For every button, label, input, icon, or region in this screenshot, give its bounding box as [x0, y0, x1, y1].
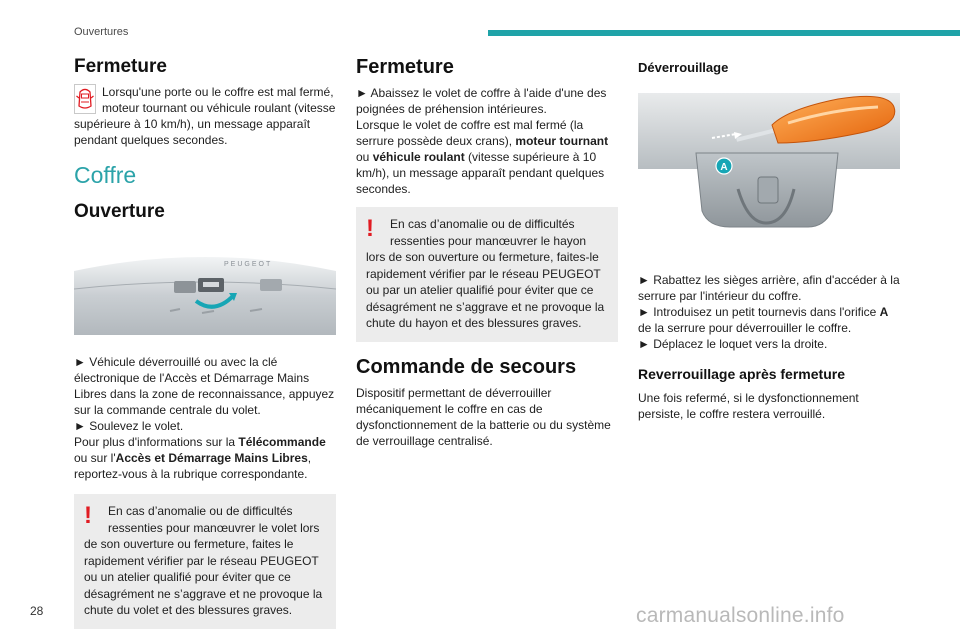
heading-deverrouillage: Déverrouillage: [638, 60, 729, 75]
deverrouillage-step-3: ► Déplacez le loquet vers la droite.: [638, 337, 828, 351]
warning-box-hayon: ! En cas d’anomalie ou de difficultés ressenties pour manœuvrer le hayon lors de son ouverture ou fermeture, faites-le rapidement vérifier par le réseau PEUGEOT ou par un atelier qualifié pour éviter que ce désagrément ne s’aggrave et ne provoque la chute du hayon et des blessures graves.: [356, 207, 618, 342]
deverrouillage-step-1: ► Rabattez les sièges arrière, afin d'accéder à la serrure par l'intérieur du coffre.: [638, 273, 900, 303]
tailgate-handle-illustration: [74, 249, 336, 335]
fermeture-step-1: ► Abaissez le volet de coffre à l'aide d'une des poignées de préhension intérieures.: [356, 86, 607, 116]
warning-exclamation-icon: !: [366, 215, 374, 242]
link-telecommande: Télécommande: [238, 435, 326, 449]
section-header: Ouvertures: [74, 26, 129, 38]
fermeture-paragraph: Lorsqu'une porte ou le coffre est mal fermé, moteur tournant ou véhicule roulant (vitesse supérieure à 10 km/h), un message apparaît pendant quelques secondes.: [74, 85, 336, 147]
warning-exclamation-icon: !: [84, 502, 92, 529]
heading-reverrouillage: Reverrouillage après fermeture: [638, 366, 845, 382]
deverrouillage-step-2: ► Introduisez un petit tournevis dans l'orifice A de la serrure pour déverrouiller le coffre.: [638, 305, 889, 335]
heading-commande-secours: Commande de secours: [356, 355, 577, 378]
heading-ouverture: Ouverture: [74, 201, 165, 222]
lock-screwdriver-illustration: [638, 93, 900, 231]
column-left: [74, 56, 336, 629]
warning-box-volet: ! En cas d’anomalie ou de difficultés ressenties pour manœuvrer le volet lors de son ouverture ou fermeture, faites le rapidement vérifier par le réseau PEUGEOT ou un atelier qualifié pour éviter que ce désagrément ne s’aggrave et ne provoque la chute du volet et des blessures graves.: [74, 494, 336, 629]
label-a-badge: A: [720, 162, 728, 173]
fermeture-info: Lorsque le volet de coffre est mal fermé (la serrure possède deux crans), moteur tournant ou véhicule roulant (vitesse supérieure à 10 km/h), un message apparaît pendant quelques secondes.: [356, 118, 609, 196]
ouverture-step-1: ► Véhicule déverrouillé ou avec la clé électronique de l'Accès et Démarrage Mains Libres dans la zone de reconnaissance, appuyez sur la commande centrale du volet.: [74, 355, 335, 417]
heading-fermeture: Fermeture: [74, 56, 167, 77]
ouverture-step-2: ► Soulevez le volet.: [74, 419, 184, 433]
reverrouillage-paragraph: Une fois refermé, si le dysfonctionnement persiste, le coffre restera verrouillé.: [638, 391, 859, 421]
secours-paragraph: Dispositif permettant de déverrouiller mécaniquement le coffre en cas de dysfonctionnement de la batterie ou du système de verrouillage centralisé.: [356, 385, 611, 448]
ouverture-info: Pour plus d'informations sur la Télécommande ou sur l'Accès et Démarrage Mains Libres, reportez-vous à la rubrique correspondante.: [74, 435, 326, 481]
header-accent-bar: [488, 30, 960, 36]
tailgate-brand-text: PEUGEOT: [224, 261, 273, 268]
heading-fermeture-coffre: Fermeture: [356, 56, 454, 78]
page-number: 28: [30, 604, 44, 618]
link-acces-demarrage: Accès et Démarrage Mains Libres: [115, 451, 308, 465]
column-right: [638, 56, 900, 422]
door-open-warning-icon: [74, 84, 96, 114]
watermark: carmanualsonline.info: [636, 604, 845, 627]
column-middle: [356, 56, 618, 449]
heading-coffre: Coffre: [74, 162, 137, 188]
